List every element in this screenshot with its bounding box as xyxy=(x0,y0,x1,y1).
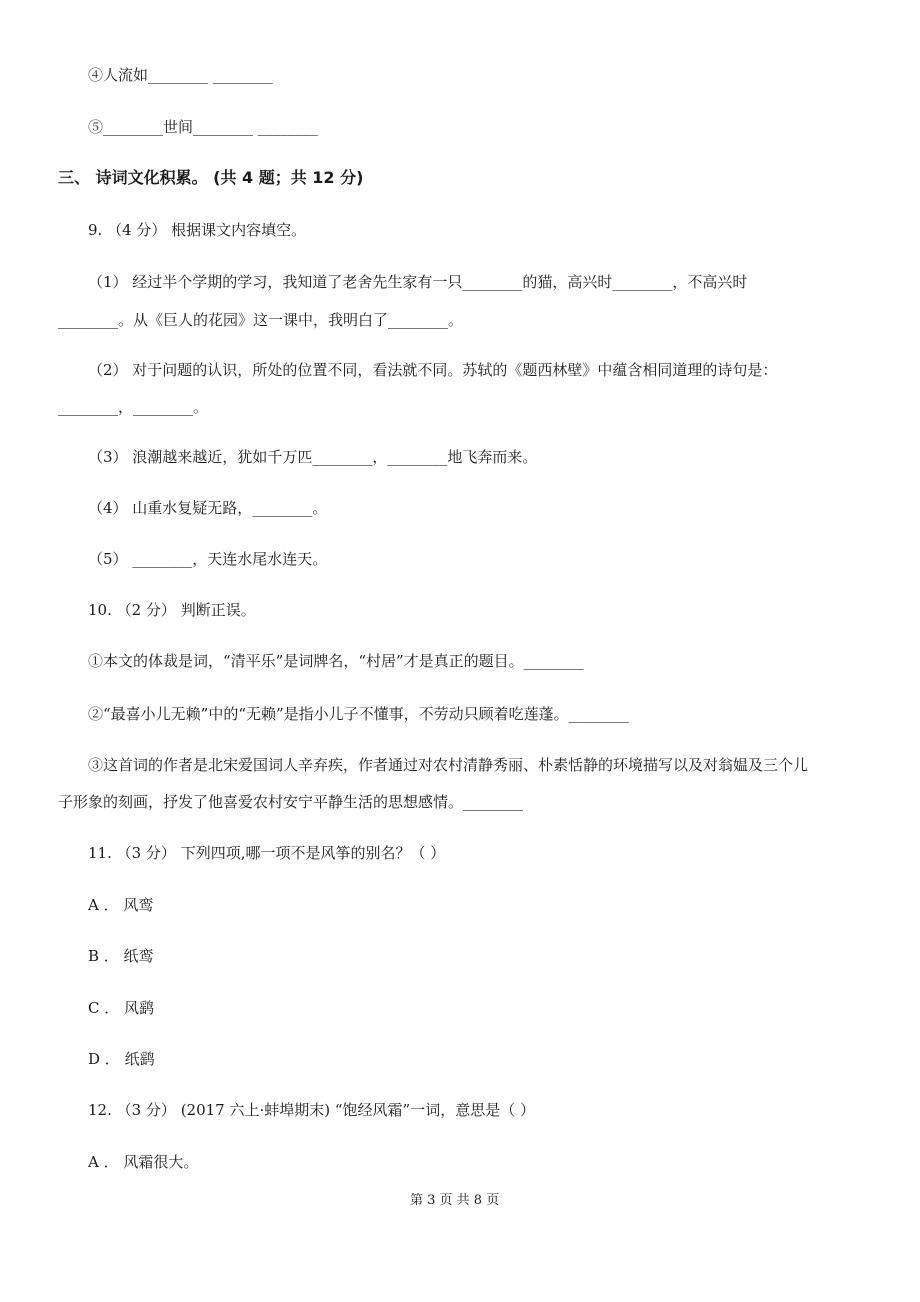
question-11-option-b: B ． 纸鸾 xyxy=(88,947,154,965)
fill-item-4: ④人流如________ ________ xyxy=(88,66,273,84)
question-9-part-2-cont: ________，________。 xyxy=(58,398,209,416)
question-10: 10. （2 分） 判断正误。 xyxy=(88,601,256,619)
question-10-item-2: ②“最喜小儿无赖”中的“无赖”是指小儿子不懂事，不劳动只顾着吃莲蓬。________ xyxy=(88,705,629,723)
question-9-part-1-cont: ________。从《巨人的花园》这一课中，我明白了________。 xyxy=(58,311,464,329)
question-10-item-1: ①本文的体裁是词，“清平乐”是词牌名，“村居”才是真正的题目。________ xyxy=(88,652,584,670)
question-12-option-a: A ． 风霜很大。 xyxy=(88,1153,199,1171)
question-10-item-3: ③这首词的作者是北宋爱国词人辛弃疾，作者通过对农村清静秀丽、朴素恬静的环境描写以及对翁媪及三个儿 xyxy=(88,756,809,774)
page-number-footer: 第 3 页 共 8 页 xyxy=(410,1193,500,1208)
question-11-option-a: A ． 风鸾 xyxy=(88,896,154,914)
question-9-part-4: （4） 山重水复疑无路，________。 xyxy=(88,499,328,517)
question-11-option-d: D ． 纸鹞 xyxy=(88,1050,155,1068)
question-10-item-3-cont: 子形象的刻画，抒发了他喜爱农村安宁平静生活的思想感情。________ xyxy=(58,793,524,811)
question-9-part-1: （1） 经过半个学期的学习，我知道了老舍先生家有一只________的猫，高兴时________，不高兴时 xyxy=(88,273,748,291)
question-9: 9. （4 分） 根据课文内容填空。 xyxy=(88,221,307,239)
section-heading-3: 三、 诗词文化积累。 (共 4 题；共 12 分) xyxy=(58,168,364,187)
question-12: 12. （3 分） (2017 六上·蚌埠期末) “饱经风霜”一词，意思是（ ） xyxy=(88,1101,535,1119)
fill-item-5: ⑤________世间________ ________ xyxy=(88,118,318,136)
question-9-part-5: （5） ________，天连水尾水连天。 xyxy=(88,550,328,568)
question-9-part-3: （3） 浪潮越来越近，犹如千万匹________，________地飞奔而来。 xyxy=(88,448,538,466)
question-11: 11. （3 分） 下列四项,哪一项不是风筝的别名？（ ） xyxy=(88,844,446,862)
question-11-option-c: C ． 风鹞 xyxy=(88,999,155,1017)
question-9-part-2: （2） 对于问题的认识，所处的位置不同，看法就不同。苏轼的《题西林壁》中蕴含相同道理的诗句是： xyxy=(88,361,778,379)
